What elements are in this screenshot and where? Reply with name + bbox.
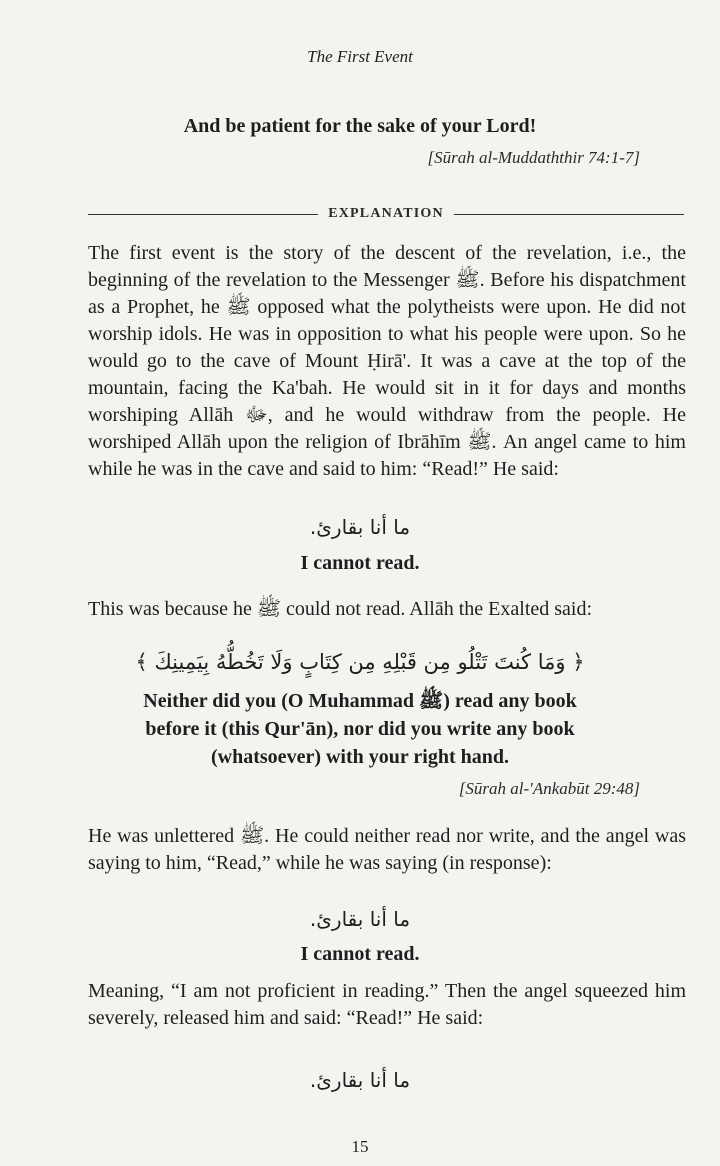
divider-rule-left: [88, 214, 318, 215]
verse-line-3: (whatsoever) with your right hand.: [211, 746, 509, 768]
quran-verse-citation: [Sūrah al-'Ankabūt 29:48]: [458, 779, 640, 798]
opening-verse: And be patient for the sake of your Lord!: [183, 115, 537, 137]
section-heading-label: EXPLANATION: [328, 206, 444, 221]
paragraph-1: The first event is the story of the descent of the revelation, i.e., the beginning of the revelation to the Messenger ﷺ. Before his dispatchment as a Prophet, he ﷺ opposed what the polytheists were upon. He did not worship idols. He was in opposition to what his people were upon. So he would go to the cave of Mount Ḥirā'. It was a cave at the top of the mountain, facing the Ka'bah. He would sit in it for days and months worshiping Allāh ﷻ, and he would withdraw from the people. He worshiped Allāh upon the religion of Ibrāhīm ﷺ. An angel came to him while he was in the cave and said to him: “Read!” He said:: [88, 242, 686, 480]
divider-rule-right: [454, 214, 684, 215]
quran-verse-translation: [110, 687, 610, 771]
translation-reply-2: I cannot read.: [300, 943, 420, 965]
verse-line-2: before it (this Qur'ān), nor did you write any book: [145, 718, 575, 740]
translation-reply-1: I cannot read.: [300, 552, 420, 574]
page-number: 15: [351, 1137, 369, 1156]
section-heading: [88, 204, 684, 224]
arabic-reply-2: ما أنا بقارئ.: [309, 907, 411, 931]
arabic-reply-1: ما أنا بقارئ.: [309, 515, 411, 539]
verse-line-1: Neither did you (O Muhammad ﷺ) read any book: [143, 690, 577, 712]
paragraph-2: This was because he ﷺ could not read. Allāh the Exalted said:: [88, 598, 593, 620]
arabic-reply-3: ما أنا بقارئ.: [309, 1068, 411, 1092]
arabic-quran-verse: ﴿ وَمَا كُنتَ تَتْلُو مِن قَبْلِهِ مِن كِتَابٍ وَلَا تَخُطُّهُ بِيَمِينِكَ ﴾: [135, 650, 585, 674]
paragraph-4: Meaning, “I am not proficient in reading.” Then the angel squeezed him severely, released him and said: “Read!” He said:: [88, 980, 686, 1029]
paragraph-3: He was unlettered ﷺ. He could neither read nor write, and the angel was saying to him, “Read,” while he was saying (in response):: [88, 825, 686, 874]
running-header: The First Event: [307, 47, 413, 66]
opening-verse-citation: [Sūrah al-Muddaththir 74:1-7]: [427, 148, 640, 167]
